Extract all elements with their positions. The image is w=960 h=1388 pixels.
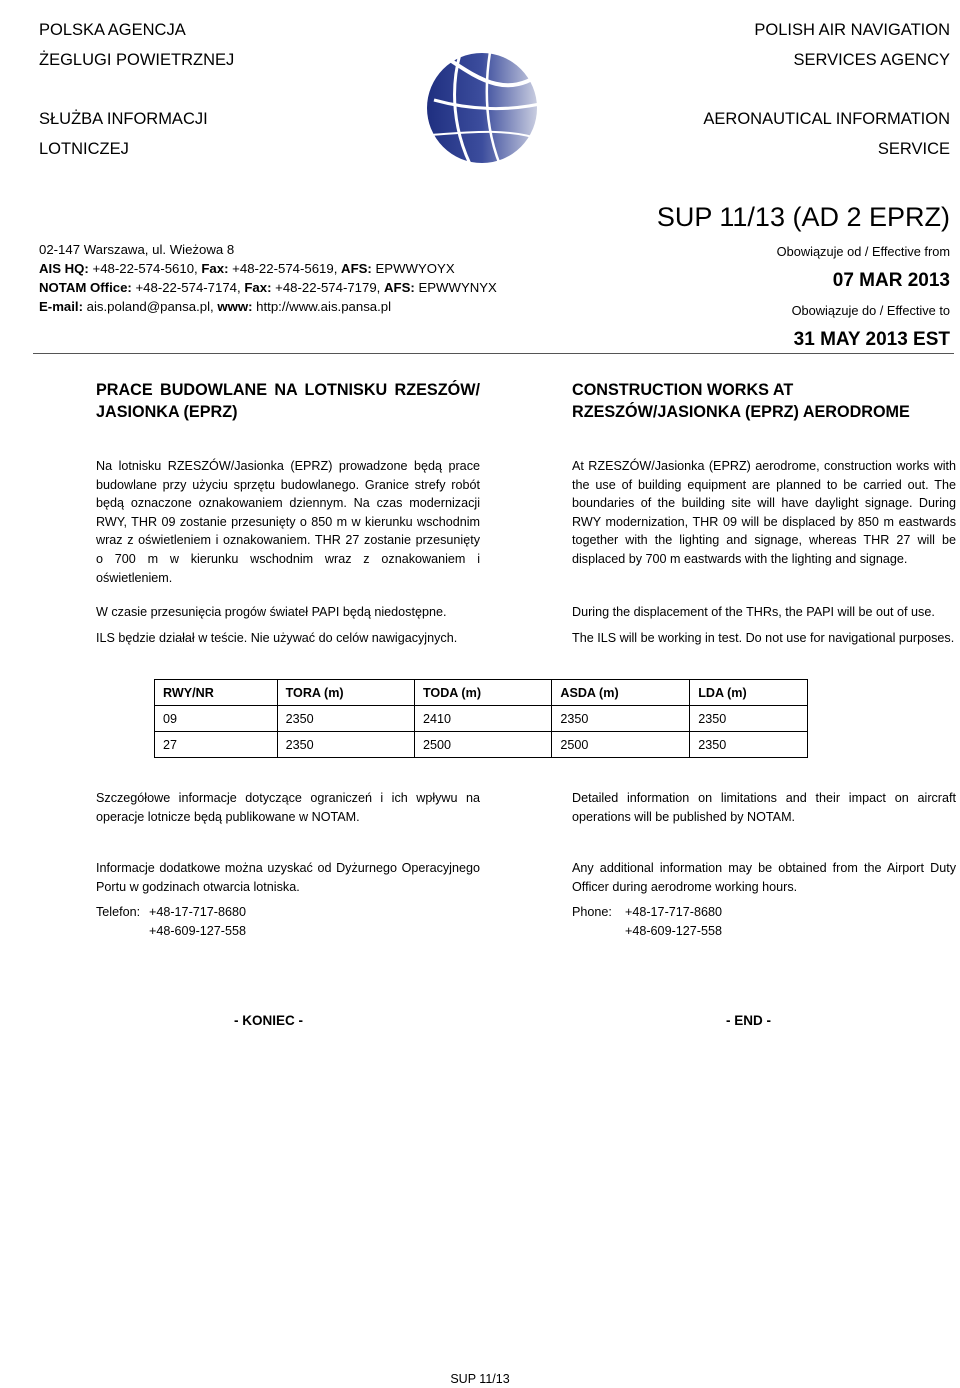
agency-line: LOTNICZEJ [39, 140, 129, 158]
agency-line: SŁUŻBA INFORMACJI [39, 110, 208, 128]
table-cell: 2410 [414, 706, 551, 732]
paragraph-en-2: During the displacement of the THRs, the PAPI will be out of use. [572, 605, 935, 619]
end-marker-pl: - KONIEC - [234, 1013, 303, 1028]
phone-label: Phone: [572, 905, 612, 919]
agency-line: SERVICES AGENCY [793, 51, 950, 69]
agency-line: POLSKA AGENCJA [39, 21, 186, 39]
column-header: RWY/NR [155, 680, 278, 706]
phone-number[interactable]: +48-609-127-558 [149, 923, 246, 938]
contact-label: NOTAM Office: [39, 280, 132, 295]
website-link[interactable]: http://www.ais.pansa.pl [252, 299, 392, 314]
table-cell: 2350 [277, 732, 414, 758]
paragraph-pl-5: Informacje dodatkowe można uzyskać od Dyżurnego Operacyjnego Portu w godzinach otwarcia lotniska. [96, 861, 480, 894]
contact-label: AFS: [341, 261, 372, 276]
pansa-globe-logo-icon [420, 40, 552, 170]
column-header: TODA (m) [414, 680, 551, 706]
agency-line: SERVICE [877, 140, 950, 158]
contact-label: Fax: [201, 261, 229, 276]
page-footer: SUP 11/13 [450, 1372, 510, 1386]
column-header: LDA (m) [690, 680, 808, 706]
paragraph-en-1: At RZESZÓW/Jasionka (EPRZ) aerodrome, construction works with the use of building equipment are planned to be carried out. The boundaries of the building site will have daylight signage. During RWY modernization, THR 09 will be displaced by 850 m eastwards together with the lighting and signage, whereas THR 27 will be displaced by 700 m eastwards with the lighting and signage. [572, 459, 956, 566]
paragraph-pl-4: Szczegółowe informacje dotyczące ograniczeń i ich wpływu na operacje lotnicze będą publikowane w NOTAM. [96, 791, 480, 824]
table-cell: 2350 [277, 706, 414, 732]
sup-block [657, 200, 950, 352]
table-cell: 2350 [690, 732, 808, 758]
fax-number: +48-22-574-5619, [228, 261, 342, 276]
effective-from-date: 07 MAR 2013 [832, 270, 950, 291]
afs-address: EPWWYOYX [371, 261, 455, 276]
table-cell: 27 [155, 732, 278, 758]
ais-hq-line [39, 259, 497, 278]
table-cell: 2500 [414, 732, 551, 758]
phone-block-en [572, 903, 956, 940]
paragraph-pl-3: ILS będzie działał w teście. Nie używać do celów nawigacyjnych. [96, 631, 458, 645]
phone-number[interactable]: +48-609-127-558 [625, 923, 722, 938]
phone-number: +48-22-574-5610, [88, 261, 202, 276]
table-row [155, 706, 808, 732]
agency-line: POLISH AIR NAVIGATION [754, 21, 950, 39]
sup-title: SUP 11/13 (AD 2 EPRZ) [656, 202, 950, 232]
phone-number: +48-22-574-7174, [131, 280, 245, 295]
heading-pl: PRACE BUDOWLANE NA LOTNISKU RZESZÓW/ JASIONKA (EPRZ) [96, 381, 480, 421]
phone-number[interactable]: +48-17-717-8680 [625, 905, 722, 919]
effective-from-label: Obowiązuje od / Effective from [776, 244, 950, 259]
contact-block [39, 240, 497, 316]
phone-block-pl [96, 903, 480, 940]
end-marker-en: - END - [726, 1013, 771, 1028]
afs-address: EPWWYNYX [414, 280, 497, 295]
contact-label: Fax: [244, 280, 272, 295]
table-cell: 2350 [552, 706, 690, 732]
header-divider [33, 353, 954, 354]
agency-name-en [703, 15, 950, 164]
paragraph-en-5: Any additional information may be obtained from the Airport Duty Officer during aerodrome working hours. [572, 861, 956, 894]
table-row [155, 732, 808, 758]
fax-number: +48-22-574-7179, [271, 280, 385, 295]
column-header: ASDA (m) [552, 680, 690, 706]
agency-name-pl [39, 15, 234, 164]
agency-line: ŻEGLUGI POWIETRZNEJ [39, 51, 235, 69]
address: 02-147 Warszawa, ul. Wieżowa 8 [39, 242, 235, 257]
email-link[interactable]: ais.poland@pansa.pl, [82, 299, 218, 314]
notam-office-line [39, 278, 497, 297]
paragraph-pl-2: W czasie przesunięcia progów świateł PAPI będą niedostępne. [96, 605, 447, 619]
paragraph-en-4: Detailed information on limitations and their impact on aircraft operations will be published by NOTAM. [572, 791, 956, 824]
email-www-line [39, 297, 497, 316]
contact-label: E-mail: [39, 299, 83, 314]
table-header-row [155, 680, 808, 706]
contact-label: AFS: [384, 280, 415, 295]
effective-to-label: Obowiązuje do / Effective to [791, 303, 950, 318]
paragraph-en-3: The ILS will be working in test. Do not use for navigational purposes. [572, 631, 955, 645]
effective-to-date: 31 MAY 2013 EST [793, 329, 950, 350]
contact-label: AIS HQ: [39, 261, 89, 276]
paragraph-pl-1: Na lotnisku RZESZÓW/Jasionka (EPRZ) prowadzone będą prace budowlane przy użyciu sprzętu budowlanego. Granice strefy robót będą oznaczone oznakowaniem dziennym. Na czas modernizacji RWY, THR 09 zostanie przesunięty o 850 m w kierunku wschodnim wraz z oświetleniem i oznakowaniem. THR 27 zostanie przesunięty o 700 m w kierunku wschodnim wraz z oznakowaniem i oświetleniem. [96, 459, 480, 585]
phone-number[interactable]: +48-17-717-8680 [149, 905, 246, 919]
heading-en: CONSTRUCTION WORKS AT RZESZÓW/JASIONKA (EPRZ) AERODROME [572, 381, 910, 421]
table-cell: 2350 [690, 706, 808, 732]
contact-label: www: [217, 299, 253, 314]
phone-label: Telefon: [96, 905, 141, 919]
agency-line: AERONAUTICAL INFORMATION [703, 110, 950, 128]
runway-distances-table [154, 679, 808, 758]
table-cell: 09 [155, 706, 278, 732]
table-cell: 2500 [552, 732, 690, 758]
column-header: TORA (m) [277, 680, 414, 706]
